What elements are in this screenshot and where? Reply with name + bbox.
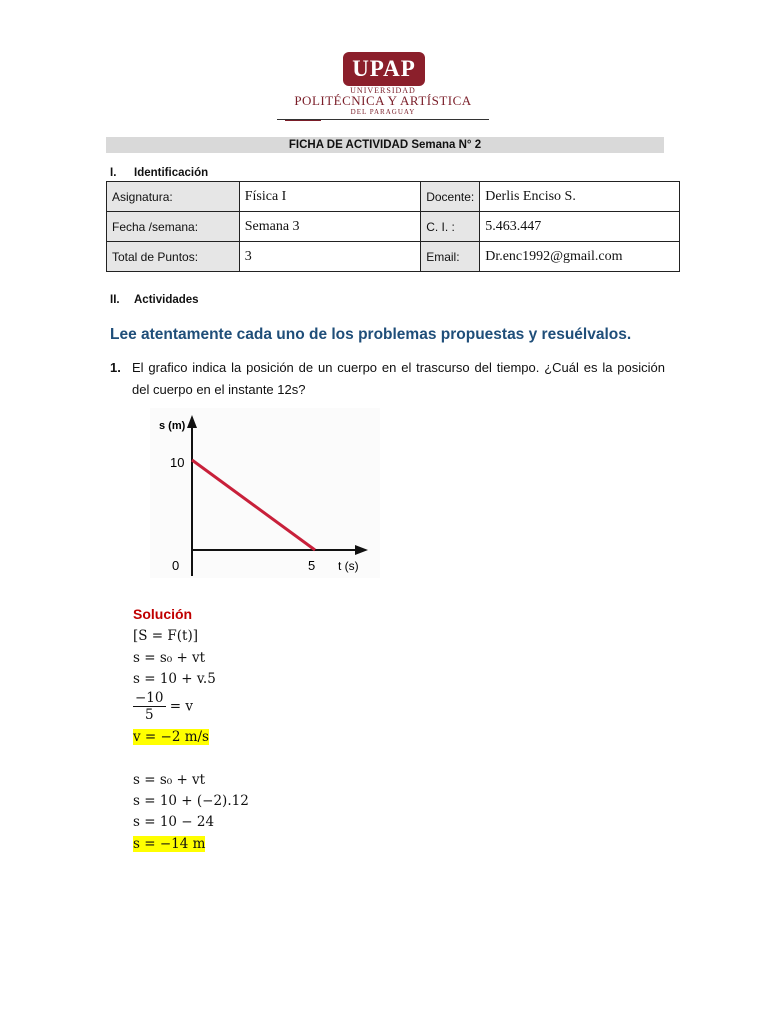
label-total-puntos: Total de Puntos: (107, 242, 240, 272)
table-row (107, 242, 680, 272)
solution-title: Solución (133, 606, 193, 622)
solution-line: [S = F(t)] (133, 628, 199, 644)
value-asignatura: Física I (239, 182, 420, 212)
university-logo (283, 52, 483, 122)
label-asignatura: Asignatura: (107, 182, 240, 212)
instruction-text: Lee atentamente cada uno de los problemas propuestas y resuélvalos. (110, 326, 632, 343)
section-label: Identificación (134, 167, 209, 179)
table-row (107, 182, 680, 212)
problem-text: El grafico indica la posición de un cuerpo en el trascurso del tiempo. ¿Cuál es la posición del cuerpo en el instante 12s? (132, 360, 665, 397)
logo-line-name: POLITÉCNICA Y ARTÍSTICA (294, 93, 472, 108)
x-tick-label: 5 (308, 558, 316, 573)
solution-line: s = 10 − 24 (133, 814, 215, 830)
fraction-denominator: 5 (144, 707, 154, 723)
value-fecha-semana: Semana 3 (239, 212, 420, 242)
value-ci: 5.463.447 (480, 212, 680, 242)
solution-line: s = s₀ + vt (133, 650, 206, 666)
solution-line: s = s₀ + vt (133, 772, 206, 788)
x-axis-label: t (s) (338, 559, 359, 573)
problem-number: 1. (110, 360, 121, 375)
header-divider (277, 119, 489, 120)
origin-label: 0 (172, 558, 180, 573)
logo-line-universidad: UNIVERSIDAD (350, 86, 416, 95)
solution-fraction (133, 690, 193, 723)
section-number: II. (110, 294, 120, 306)
identification-table (106, 181, 680, 272)
logo-line-paraguay: DEL PARAGUAY (350, 108, 416, 116)
highlighted-result: v = −2 m/s (133, 729, 209, 745)
value-total-puntos: 3 (239, 242, 420, 272)
section-number: I. (110, 167, 117, 179)
value-email: Dr.enc1992@gmail.com (480, 242, 680, 272)
problem-1 (110, 357, 665, 401)
logo-rule-left (285, 120, 321, 121)
graph-background (150, 408, 380, 578)
y-tick-label: 10 (170, 455, 185, 470)
activity-sheet-title: FICHA DE ACTIVIDAD Semana N° 2 (106, 137, 664, 153)
label-ci: C. I. : (421, 212, 480, 242)
fraction-numerator: −10 (135, 690, 164, 706)
label-fecha-semana: Fecha /semana: (107, 212, 240, 242)
label-email: Email: (421, 242, 480, 272)
label-docente: Docente: (421, 182, 480, 212)
fraction-rest: = v (169, 698, 194, 715)
solution-line: s = 10 + v.5 (133, 671, 216, 687)
solution-result-position (133, 836, 205, 852)
solution-result-velocity (133, 729, 209, 745)
table-row (107, 212, 680, 242)
section-identification-heading (110, 167, 208, 179)
y-axis-label: s (m) (159, 420, 186, 432)
logo-abbr: UPAP (343, 52, 425, 86)
section-label: Actividades (134, 294, 199, 306)
position-time-graph (150, 408, 380, 578)
section-activities-heading (110, 294, 199, 306)
highlighted-result: s = −14 m (133, 836, 206, 852)
solution-line: s = 10 + (−2).12 (133, 793, 249, 809)
value-docente: Derlis Enciso S. (480, 182, 680, 212)
